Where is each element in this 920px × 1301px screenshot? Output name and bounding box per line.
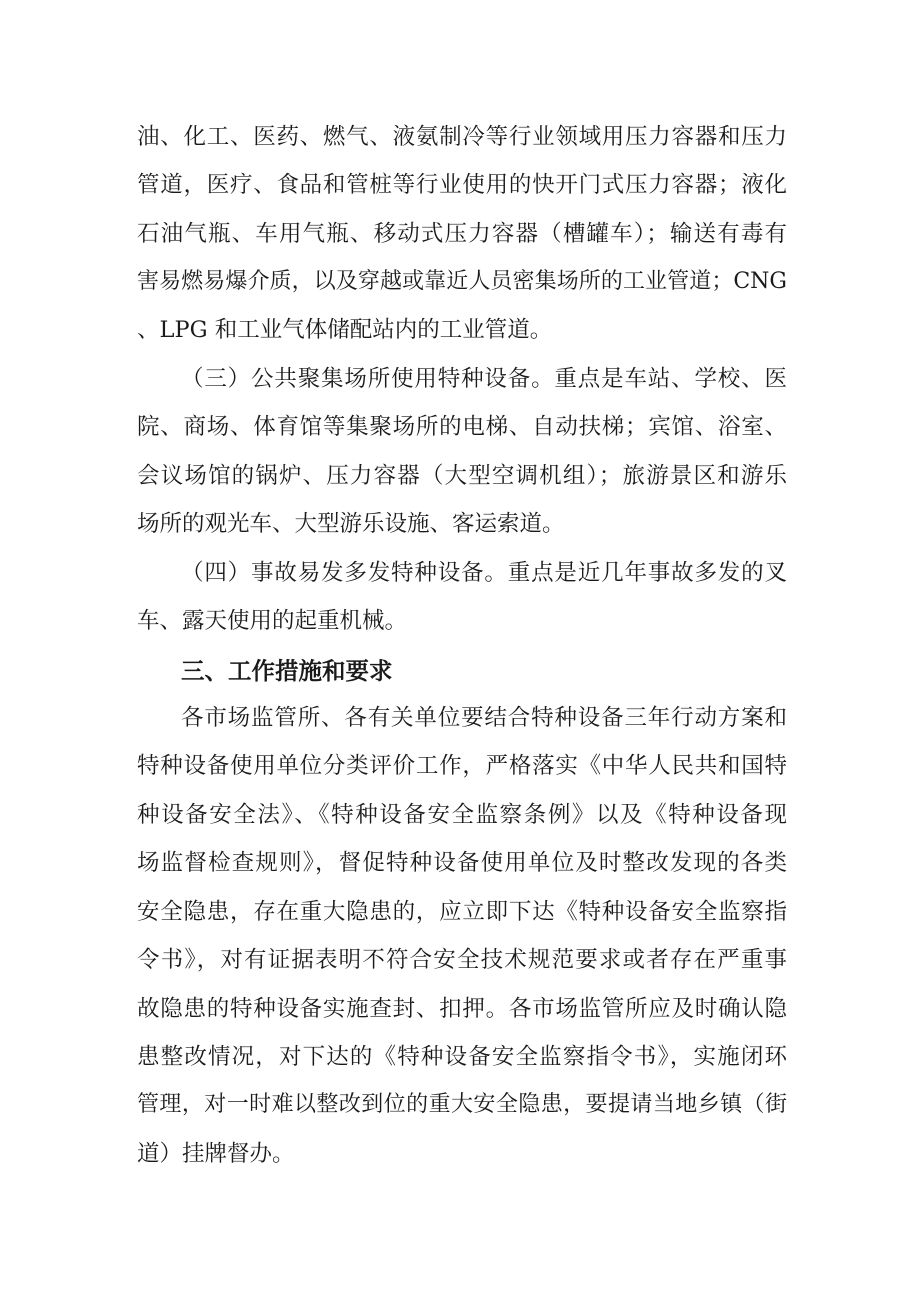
text-line: 场监督检查规则》，督促特种设备使用单位及时整改发现的各类 <box>137 850 787 876</box>
text-line: 、LPG 和工业气体储配站内的工业管道。 <box>137 317 553 343</box>
text-line: 院、商场、体育馆等集聚场所的电梯、自动扶梯；宾馆、浴室、 <box>137 414 787 440</box>
text-line: 会议场馆的锅炉、压力容器（大型空调机组）；旅游景区和游乐 <box>137 463 787 489</box>
text-line: 管理，对一时难以整改到位的重大安全隐患，要提请当地乡镇（街 <box>137 1092 787 1117</box>
text-line: 场所的观光车、大型游乐设施、客运索道。 <box>137 511 565 537</box>
text-line: 令书》，对有证据表明不符合安全技术规范要求或者存在严重事 <box>137 947 787 973</box>
text-line: 道）挂牌督办。 <box>137 1141 295 1167</box>
text-line: 种设备安全法》、《特种设备安全监察条例》以及《特种设备现 <box>137 802 787 828</box>
text-line: 油、化工、医药、燃气、液氨制冷等行业领域用压力容器和压力 <box>137 124 787 150</box>
text-line: 患整改情况，对下达的《特种设备安全监察指令书》，实施闭环 <box>137 1044 787 1070</box>
text-line: 车、露天使用的起重机械。 <box>137 608 408 634</box>
text-line: 管道，医疗、食品和管桩等行业使用的快开门式压力容器；液化 <box>137 172 787 198</box>
text-line: 故隐患的特种设备实施查封、扣押。各市场监管所应及时确认隐 <box>137 996 787 1022</box>
paragraph-start-line: （三）公共聚集场所使用特种设备。重点是车站、学校、医 <box>181 366 787 392</box>
text-line: 石油气瓶、车用气瓶、移动式压力容器（槽罐车）；输送有毒有 <box>137 221 787 247</box>
paragraph-start-line: （四）事故易发多发特种设备。重点是近几年事故多发的叉 <box>181 560 787 586</box>
section-heading: 三、工作措施和要求 <box>181 657 393 685</box>
text-line: 害易燃易爆介质，以及穿越或靠近人员密集场所的工业管道；CNG <box>137 269 787 294</box>
paragraph-start-line: 各市场监管所、各有关单位要结合特种设备三年行动方案和 <box>181 705 787 731</box>
text-line: 特种设备使用单位分类评价工作，严格落实《中华人民共和国特 <box>137 753 787 779</box>
text-line: 安全隐患，存在重大隐患的，应立即下达《特种设备安全监察指 <box>137 899 787 925</box>
